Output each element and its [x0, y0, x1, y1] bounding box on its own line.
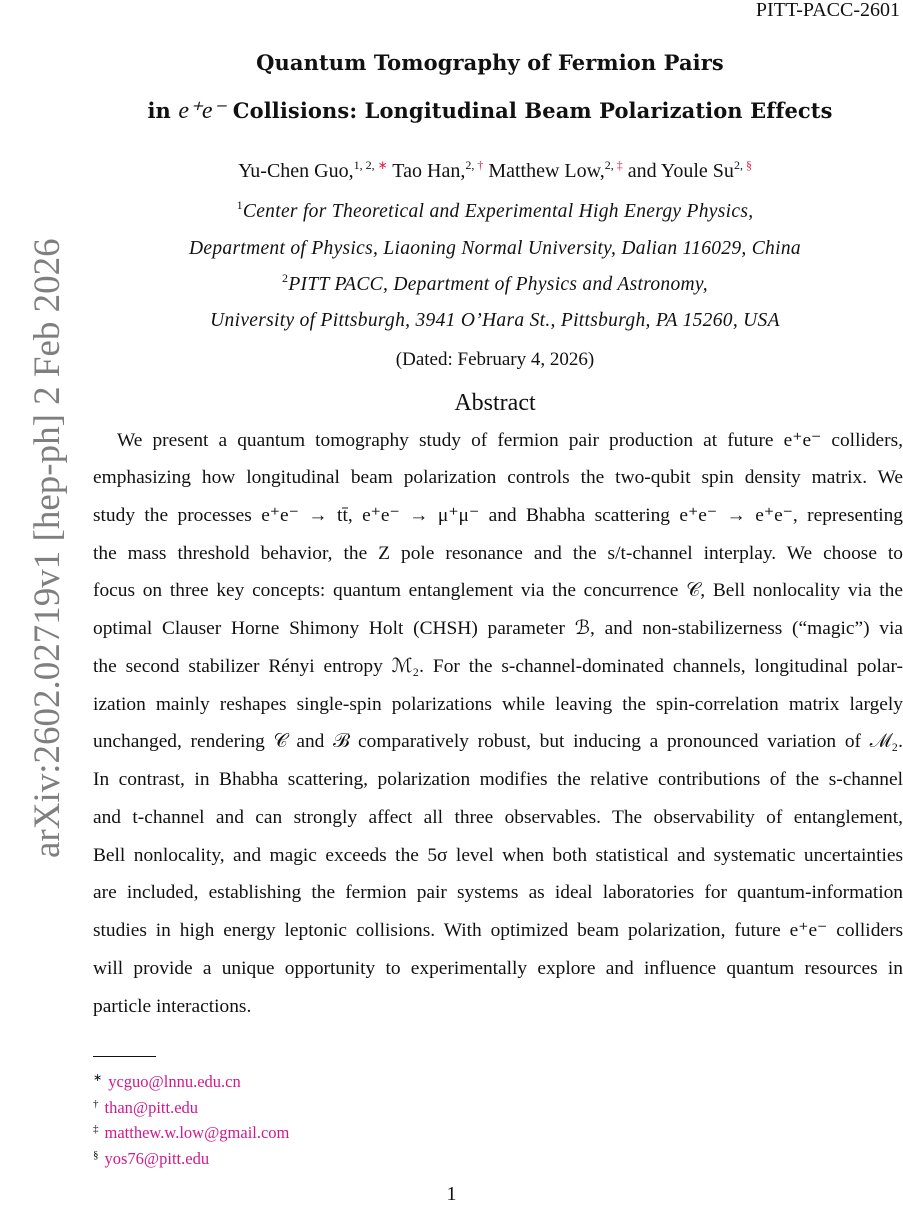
abstract-line: studies in high energy leptonic collisions. With optimized beam polarization, future e⁺e⁻ colliders	[93, 920, 903, 941]
email-link[interactable]: ycguo@lnnu.edu.cn	[108, 1072, 241, 1091]
abstract-line: study the processes e⁺e⁻ → tt̄, e⁺e⁻ → μ⁺μ⁻ and Bhabha scattering e⁺e⁻ → e⁺e⁻, representing	[93, 505, 903, 526]
paper-title-line1: Quantum Tomography of Fermion Pairs	[256, 50, 724, 75]
footnote-item: ‡ matthew.w.low@gmail.com	[93, 1123, 290, 1142]
author-name: Tao Han,	[387, 160, 466, 182]
abstract-line: focus on three key concepts: quantum entanglement via the concurrence 𝒞, Bell nonlocality via the	[93, 580, 903, 601]
abstract-line: We present a quantum tomography study of fermion pair production at future e⁺e⁻ colliders,	[117, 430, 903, 451]
author-name: Matthew Low,	[483, 160, 605, 182]
affiliation-1-line1: $^1$Center for Theoretical and Experimental High Energy Physics,	[236, 198, 754, 222]
abstract-line: the second stabilizer Rényi entropy ℳ₂. For the s-channel-dominated channels, longitudinal polar-	[93, 656, 903, 677]
author-name: Yu-Chen Guo,	[238, 160, 354, 182]
abstract-line: are included, establishing the fermion pair systems as ideal laboratories for quantum-information	[93, 882, 903, 903]
abstract-line: optimal Clauser Horne Shimony Holt (CHSH) parameter ℬ, and non-stabilizerness (“magic”) via	[93, 618, 903, 639]
page-number: 1	[446, 1183, 457, 1205]
footnote-item: § yos76@pitt.edu	[93, 1149, 210, 1168]
email-link[interactable]: matthew.w.low@gmail.com	[104, 1123, 290, 1142]
abstract-line: ization mainly reshapes single-spin polarizations while leaving the spin-correlation matrix largely	[93, 694, 903, 715]
report-number: PITT-PACC-2601	[755, 0, 900, 21]
abstract-heading: Abstract	[454, 390, 536, 416]
abstract-line: unchanged, rendering 𝒞 and ℬ comparatively robust, but inducing a pronounced variation of ℳ₂.	[93, 731, 903, 752]
arxiv-stamp: arXiv:2602.02719v1 [hep-ph] 2 Feb 2026	[27, 238, 68, 858]
abstract-line: particle interactions.	[93, 996, 252, 1017]
abstract-line: the mass threshold behavior, the Z pole resonance and the s/t-channel interplay. We choose to	[93, 543, 903, 564]
email-link[interactable]: than@pitt.edu	[104, 1098, 199, 1117]
affiliation-2-line1: $^2$PITT PACC, Department of Physics and Astronomy,	[282, 271, 708, 295]
footnote-rule	[93, 1056, 156, 1057]
abstract-line: Bell nonlocality, and magic exceeds the 5σ level when both statistical and systematic uncertainties	[93, 845, 903, 866]
footnote-item: ∗ ycguo@lnnu.edu.cn	[93, 1072, 241, 1091]
abstract-line: will provide a unique opportunity to experimentally explore and influence quantum resources in	[93, 958, 903, 979]
author-name: and Youle Su	[622, 160, 734, 182]
affiliation-2-line2: University of Pittsburgh, 3941 O’Hara St., Pittsburgh, PA 15260, USA	[210, 310, 780, 331]
dated-line: (Dated: February 4, 2026)	[395, 349, 595, 370]
abstract-line: In contrast, in Bhabha scattering, polarization modifies the relative contributions of the s-channel	[93, 769, 903, 790]
author-list: Yu-Chen Guo,$^{1, 2, ∗}$ Tao Han,$^{2, \dagger}$ Matthew Low,$^{2, \ddagger}$ and Youle $Su^{2, \S}$	[238, 158, 752, 182]
footnote-item: † than@pitt.edu	[93, 1098, 199, 1117]
abstract-line: and t-channel and can strongly affect all three observables. The observability of entanglement,	[93, 807, 903, 828]
email-link[interactable]: yos76@pitt.edu	[104, 1149, 210, 1168]
abstract-line: emphasizing how longitudinal beam polarization controls the two-qubit spin density matrix. We	[93, 467, 903, 488]
paper-title-line2: in e⁺e⁻ Collisions: Longitudinal Beam Polarization Effects	[147, 98, 833, 124]
affiliation-1-line2: Department of Physics, Liaoning Normal University, Dalian 116029, China	[189, 238, 801, 259]
